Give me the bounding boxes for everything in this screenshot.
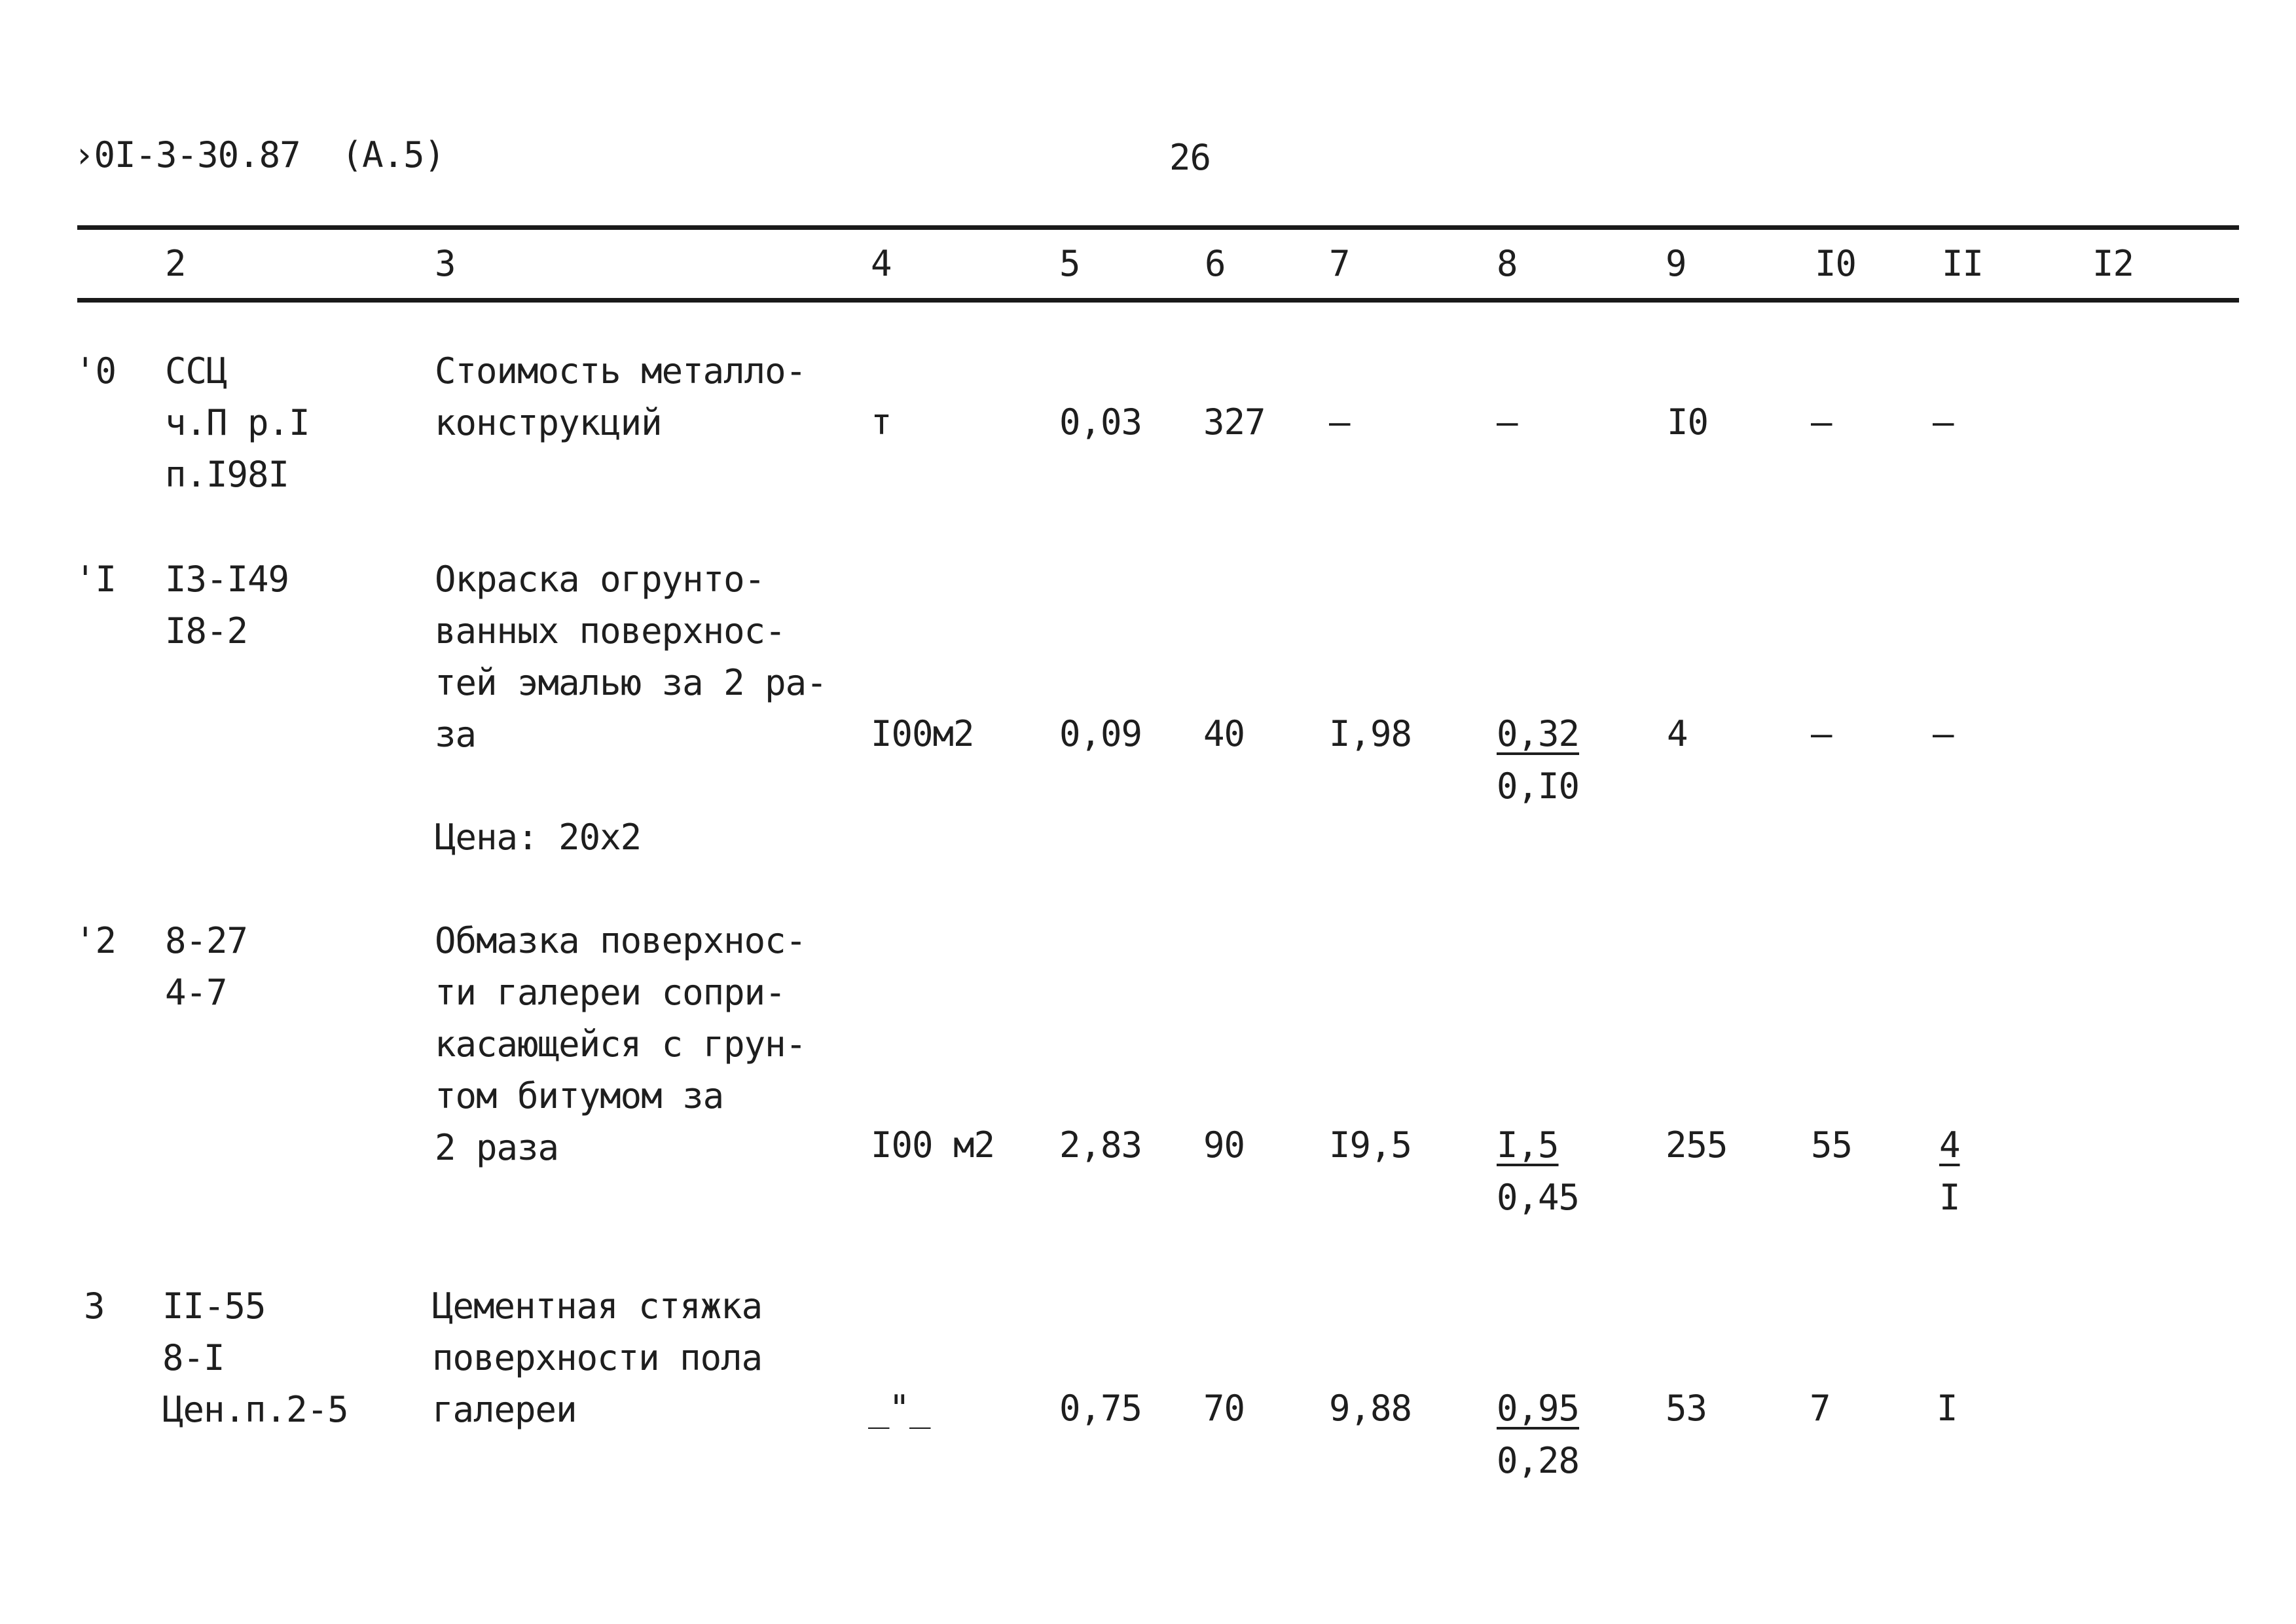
row-number: 3	[84, 1285, 105, 1327]
column-header: 2	[165, 243, 186, 284]
column-header: 7	[1329, 243, 1350, 284]
page-number: 26	[1169, 137, 1211, 178]
column-header: 8	[1497, 243, 1518, 284]
row-number: '2	[75, 920, 117, 961]
column-8-cell: 0,32	[1497, 713, 1580, 754]
row-number: '0	[75, 350, 117, 392]
column-header: 5	[1059, 243, 1080, 284]
rate-code: 8-27 4-7	[165, 920, 248, 1013]
work-description: Стоимость металло- конструкций	[435, 350, 807, 443]
price-note: Цена: 20х2	[435, 817, 642, 858]
column-header: II	[1942, 243, 1984, 284]
rate-code: II-55 8-I Цен.п.2-5	[162, 1285, 348, 1430]
column-9-cell: 4	[1667, 713, 1688, 754]
price-cell: 40	[1203, 713, 1245, 754]
quantity-cell: 2,83	[1059, 1124, 1142, 1166]
column-10-cell: 55	[1811, 1124, 1853, 1166]
table-top-rule	[77, 225, 2239, 230]
price-cell: 327	[1203, 401, 1266, 443]
column-header: 9	[1666, 243, 1686, 284]
column-11-cell: –	[1933, 713, 1954, 754]
quantity-cell: 0,03	[1059, 401, 1142, 443]
column-11-subvalue: I	[1939, 1177, 1960, 1218]
column-11-cell: 4	[1939, 1124, 1960, 1166]
quantity-cell: 0,09	[1059, 713, 1142, 754]
column-8-cell: I,5	[1497, 1124, 1559, 1166]
column-7-cell: 9,88	[1329, 1388, 1412, 1429]
column-10-cell: –	[1811, 713, 1832, 754]
quantity-cell: 0,75	[1059, 1388, 1142, 1429]
rate-code: ССЦ ч.П р.I п.I98I	[165, 350, 310, 495]
column-8-subvalue: 0,45	[1497, 1177, 1580, 1218]
column-10-cell: 7	[1810, 1388, 1831, 1429]
column-11-cell: –	[1933, 401, 1954, 443]
column-8-cell: –	[1497, 401, 1518, 443]
column-11-cell: I	[1937, 1388, 1958, 1429]
unit-cell: _"_	[868, 1388, 930, 1429]
column-7-cell: I9,5	[1329, 1124, 1412, 1166]
price-cell: 90	[1203, 1124, 1245, 1166]
column-9-cell: 255	[1666, 1124, 1728, 1166]
column-9-cell: 53	[1666, 1388, 1707, 1429]
work-description: Обмазка поверхнос- ти галереи сопри- касающейся с грун- том битумом за 2 раза	[435, 920, 807, 1168]
column-7-cell: I,98	[1329, 713, 1412, 754]
document-code: ›0I-3-30.87 (А.5)	[73, 134, 445, 175]
work-description: Цементная стяжка поверхности пола галереи	[432, 1285, 763, 1430]
column-9-cell: I0	[1667, 401, 1709, 443]
column-10-cell: –	[1811, 401, 1832, 443]
rate-code: I3-I49 I8-2	[165, 559, 289, 652]
column-8-cell: 0,95	[1497, 1388, 1580, 1429]
column-8-subvalue: 0,28	[1497, 1440, 1580, 1481]
unit-cell: I00 м2	[871, 1124, 995, 1166]
column-7-cell: –	[1329, 401, 1350, 443]
work-description: Окраска огрунто- ванных поверхнос- тей эмалью за 2 ра- за	[435, 559, 827, 755]
column-header: 4	[871, 243, 892, 284]
column-header: 3	[435, 243, 456, 284]
column-header: 6	[1205, 243, 1226, 284]
unit-cell: I00м2	[871, 713, 974, 754]
table-header-rule	[77, 298, 2239, 303]
price-cell: 70	[1203, 1388, 1245, 1429]
column-header: I2	[2092, 243, 2134, 284]
unit-cell: т	[871, 401, 892, 443]
column-header: I0	[1815, 243, 1857, 284]
row-number: 'I	[75, 559, 117, 600]
column-8-subvalue: 0,I0	[1497, 766, 1580, 807]
